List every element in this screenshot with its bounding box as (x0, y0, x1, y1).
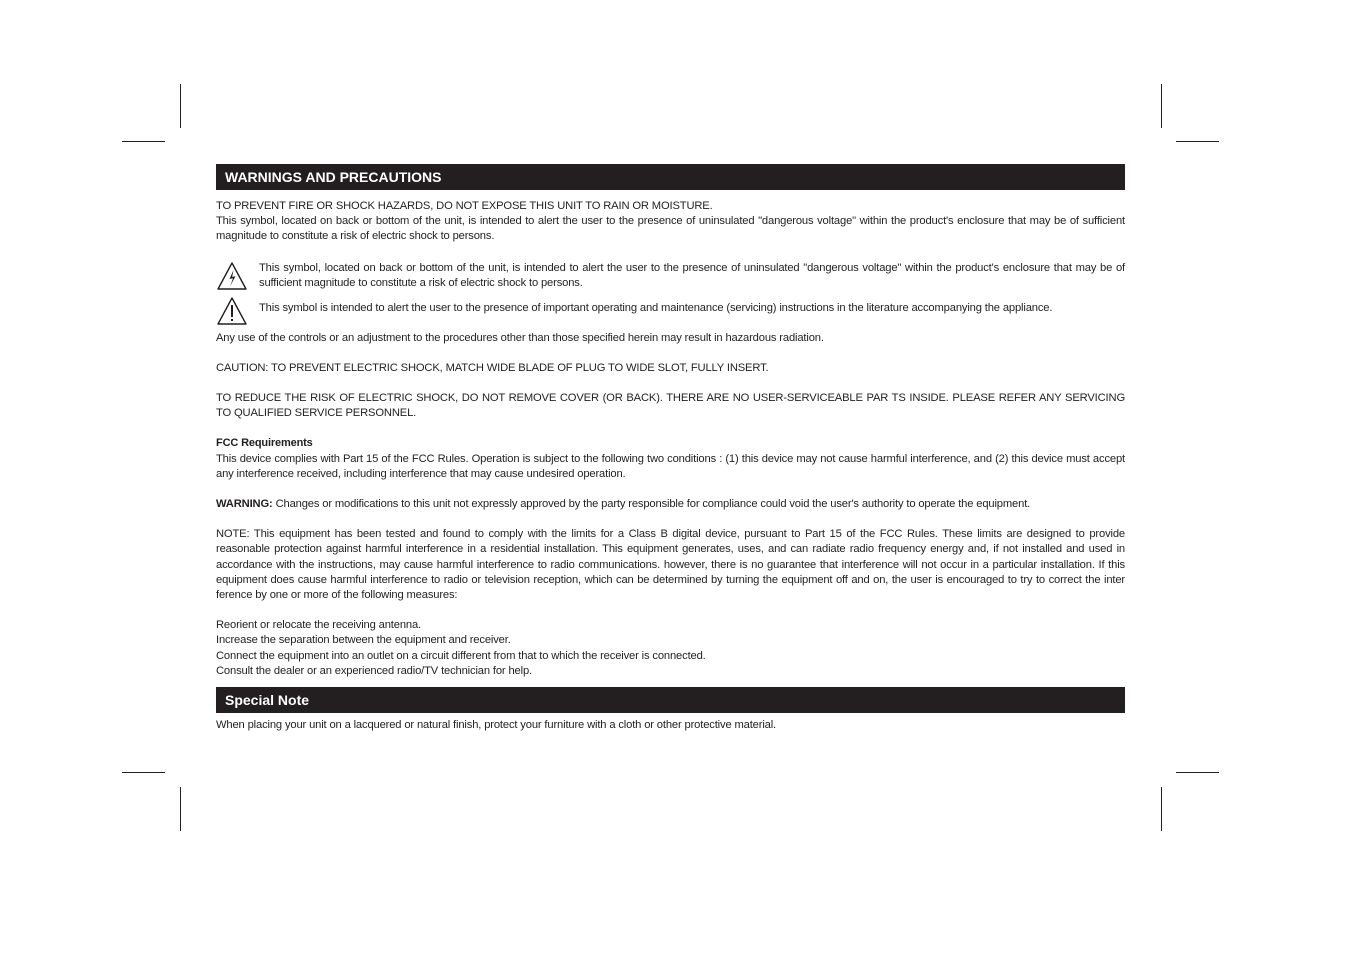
exclamation-symbol-text: This symbol is intended to alert the user to the presence of important operating and maintenance (servicing) instructions in the literature accompanying the appliance. (259, 301, 1053, 314)
caution-plug: CAUTION: TO PREVENT ELECTRIC SHOCK, MATCH WIDE BLADE OF PLUG TO WIDE SLOT, FULLY INSERT. (216, 361, 769, 374)
fcc-compliance: This device complies with Part 15 of the FCC Rules. Operation is subject to the following two conditions : (1) this device may not cause harmful interference, and (2) this device must accept any interference received, including interference that may cause undesired operation. (216, 452, 1125, 480)
section-heading-warnings: WARNINGS AND PRECAUTIONS (216, 164, 1125, 190)
crop-mark (1176, 772, 1219, 773)
cover-warning: TO REDUCE THE RISK OF ELECTRIC SHOCK, DO NOT REMOVE COVER (OR BACK). THERE ARE NO USER-SERVICEABLE PAR TS INSIDE. PLEASE REFER ANY SERVICING TO QUALIFIED SERVICE PERSONNEL. (216, 392, 1125, 420)
crop-mark (1176, 141, 1219, 142)
fire-warning: TO PREVENT FIRE OR SHOCK HAZARDS, DO NOT EXPOSE THIS UNIT TO RAIN OR MOISTURE. (216, 200, 713, 212)
crop-mark (122, 772, 165, 773)
exclamation-warning-icon (216, 296, 259, 328)
document-body (216, 164, 1125, 733)
list-item: Reorient or relocate the receiving antenna. (216, 619, 421, 632)
lightning-symbol-text: This symbol, located on back or bottom of the unit, is intended to alert the user to the presence of uninsulated "dangerous voltage" within the product's enclosure that may be of sufficient magnitude to constitute a risk of electric shock to persons. (259, 261, 1125, 289)
crop-mark (122, 141, 165, 142)
fcc-warning-text: Changes or modifications to this unit not expressly approved by the party responsible for compliance could void the user's authority to operate the equipment. (272, 498, 1031, 511)
fcc-measures-list (216, 618, 1125, 679)
section-heading-special-note: Special Note (216, 687, 1125, 713)
fcc-title: FCC Requirements (216, 437, 313, 450)
radiation-note: Any use of the controls or an adjustment to the procedures other than those specified herein may result in hazardous radiation. (216, 331, 824, 344)
list-item: Consult the dealer or an experienced radio/TV technician for help. (216, 664, 532, 677)
list-item: Increase the separation between the equipment and receiver. (216, 634, 511, 647)
fcc-warning (216, 497, 1125, 512)
exclamation-symbol-row (216, 296, 1125, 328)
crop-mark (180, 84, 181, 128)
lightning-symbol-row (216, 261, 1125, 295)
crop-mark (1161, 787, 1162, 831)
lightning-warning-icon (216, 261, 259, 295)
symbol-intro: This symbol, located on back or bottom of the unit, is intended to alert the user to the presence of uninsulated "dangerous voltage" within the product's enclosure that may be of sufficient magnitude to constitute a risk of electric shock to persons. (216, 215, 1125, 243)
fcc-note: NOTE: This equipment has been tested and found to comply with the limits for a Class B digital device, pursuant to Part 15 of the FCC Rules. These limits are designed to provide reasonable protection against harmful interference in a residential installation. This equipment generates, uses, and can radiate radio frequency energy and, if not installed and used in accordance with the instructions, may cause harmful interference to radio communications. however, there is no guarantee that interference will not occur in a particular installation. If this equipment does cause harmful interference to radio or television reception, which can be determined by turning the equipment off and on, the user is encouraged to try to correct the inter ference by one or more of the following measures: (216, 528, 1125, 602)
list-item: Connect the equipment into an outlet on a circuit different from that to which the receiver is connected. (216, 649, 706, 662)
fcc-warning-label: WARNING: (216, 498, 273, 511)
crop-mark (1161, 84, 1162, 128)
special-note-text: When placing your unit on a lacquered or natural finish, protect your furniture with a cloth or other protective material. (216, 719, 777, 732)
crop-mark (180, 787, 181, 831)
